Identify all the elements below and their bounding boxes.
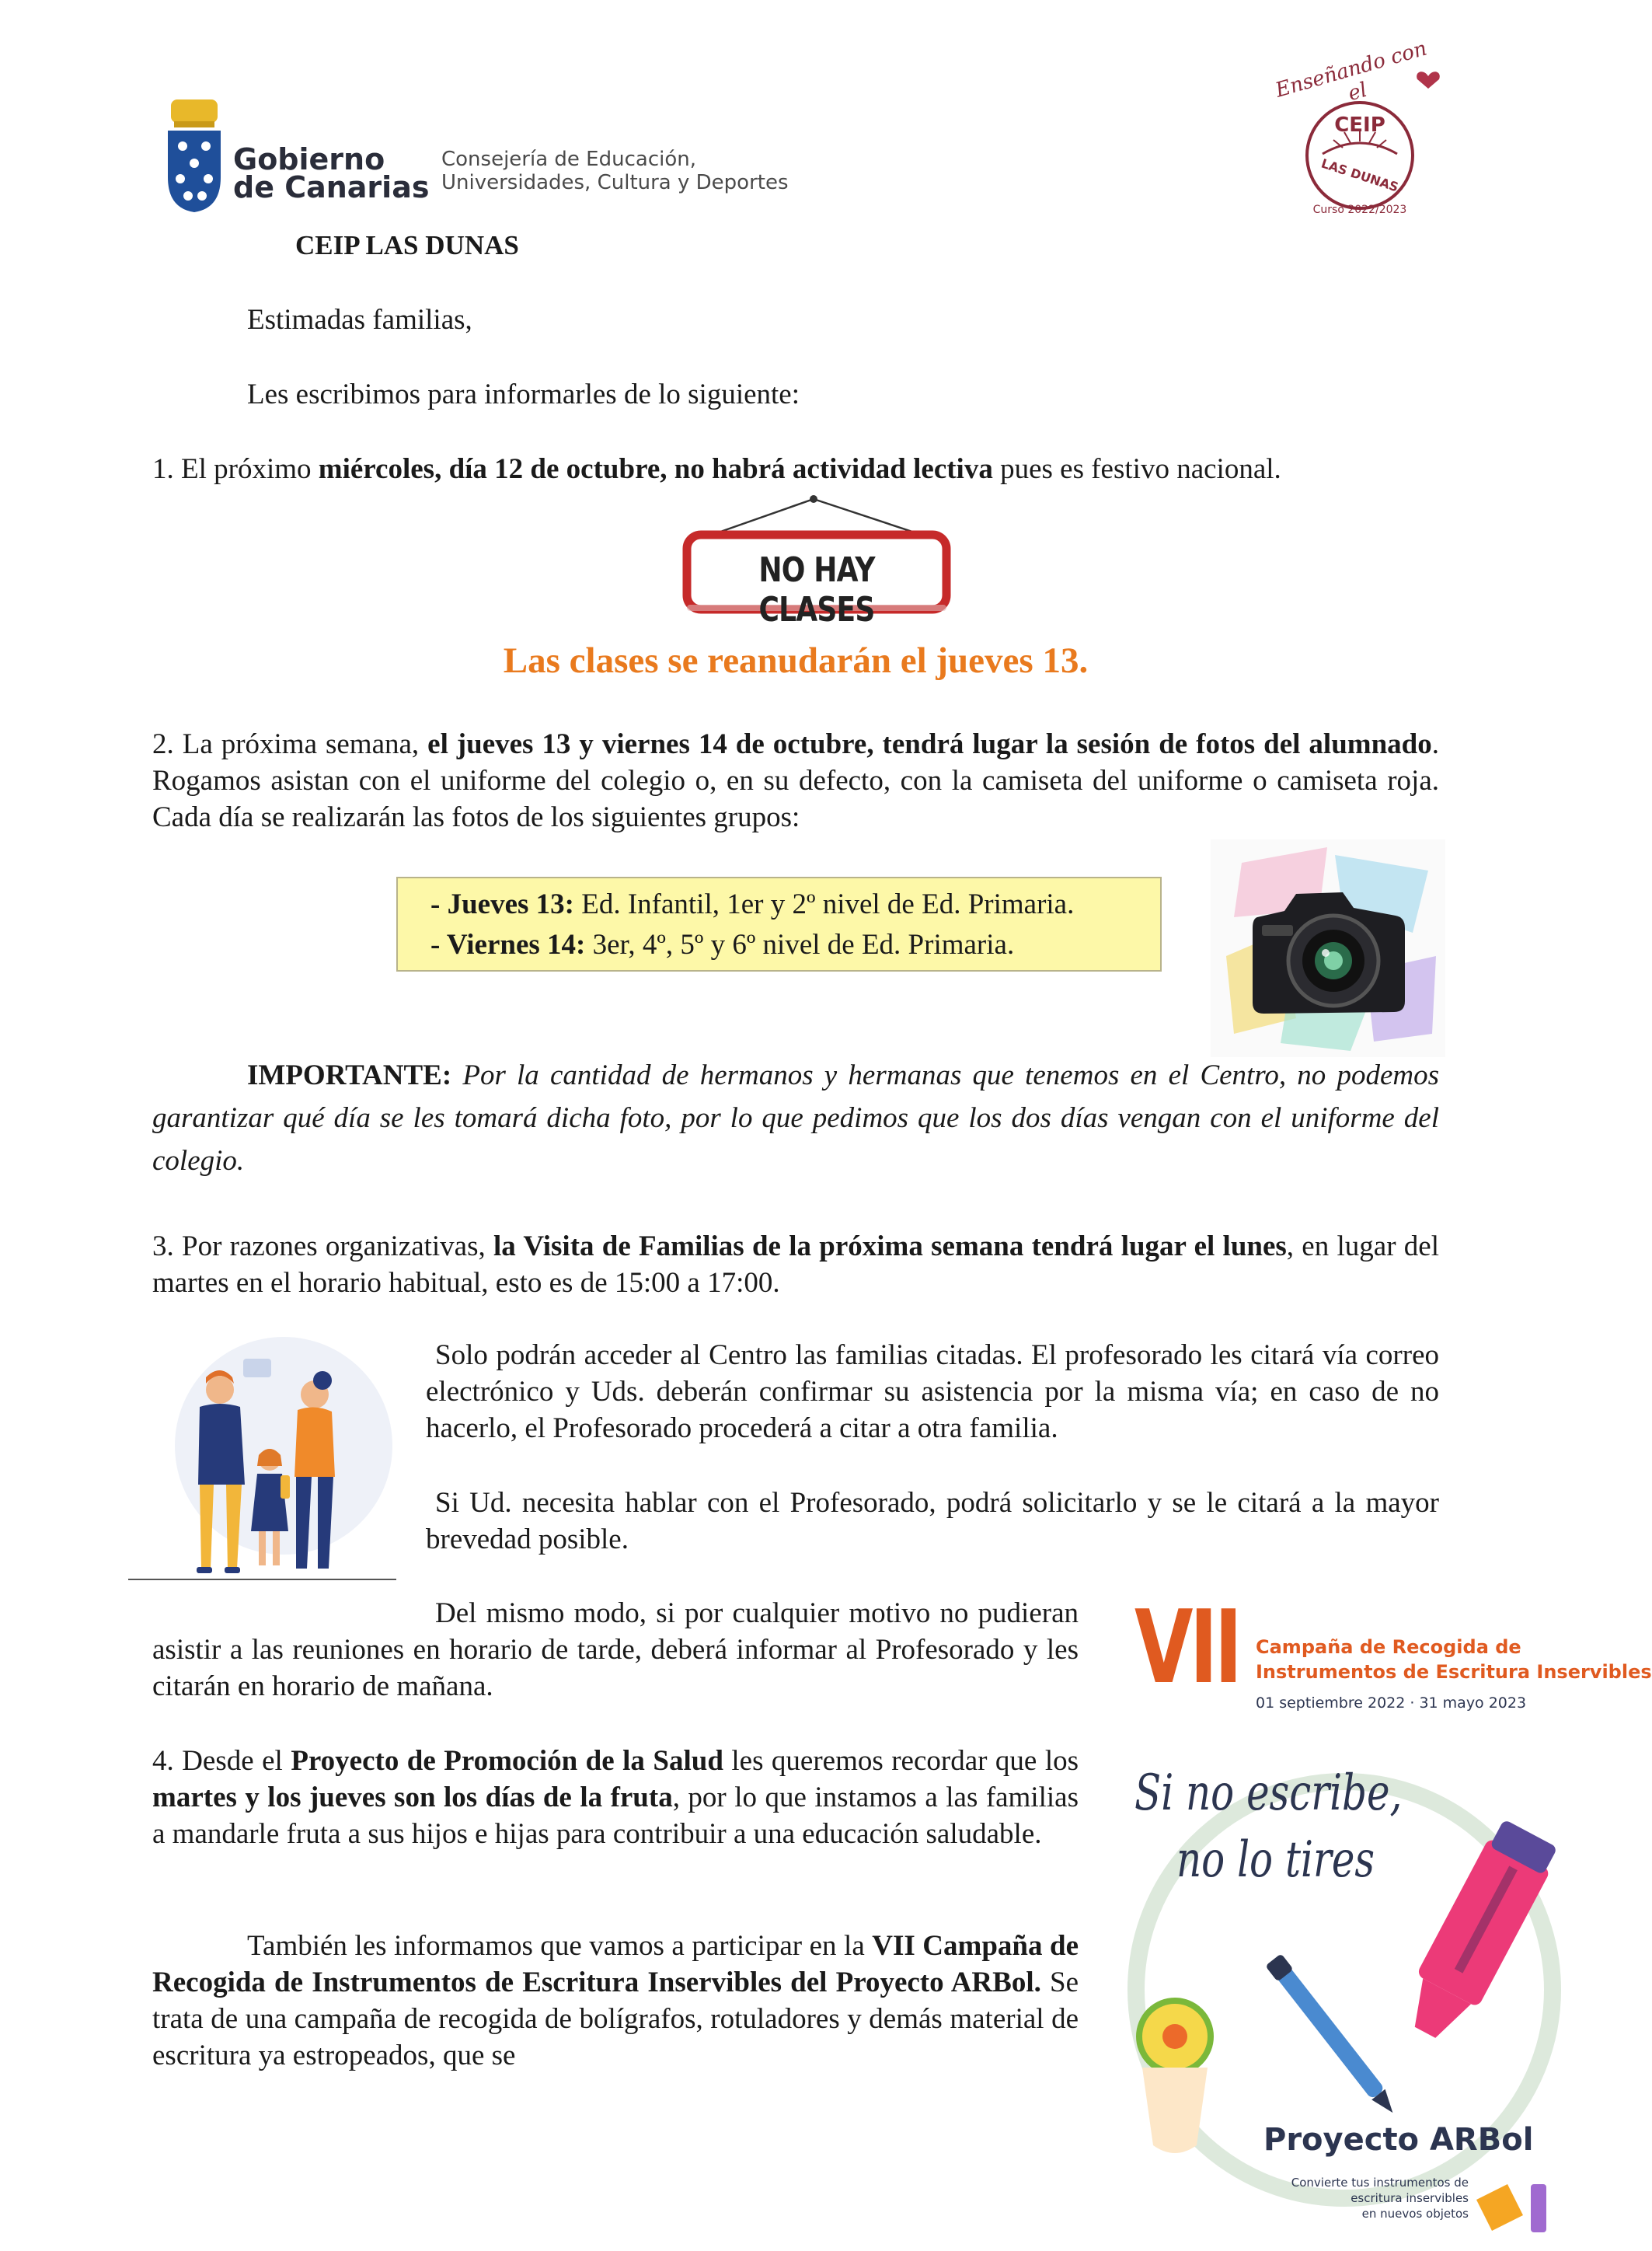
poster-title-line2: Instrumentos de Escritura Inservibles bbox=[1256, 1661, 1652, 1683]
item-3-bold: la Visita de Familias de la próxima semana tendrá lugar el lunes bbox=[493, 1230, 1287, 1262]
classes-resume-heading: Las clases se reanudarán el jueves 13. bbox=[503, 640, 1089, 681]
gov-name-line1: Gobierno bbox=[233, 142, 385, 176]
school-name: CEIP LAS DUNAS bbox=[295, 230, 519, 260]
campaign-pre: También les informamos que vamos a participar en la bbox=[247, 1930, 873, 1962]
item-1-pre: 1. El próximo bbox=[152, 453, 319, 485]
badge-las-dunas: LAS DUNAS bbox=[1319, 155, 1401, 195]
poster-roman-numeral: VII bbox=[1134, 1588, 1239, 1706]
poster-title-line1: Campaña de Recogida de bbox=[1256, 1636, 1521, 1658]
poster-sub-line: en nuevos objetos bbox=[1361, 2207, 1469, 2221]
item-4-bold1: Proyecto de Promoción de la Salud bbox=[291, 1745, 723, 1777]
ceip-las-dunas-badge bbox=[1251, 31, 1469, 225]
group-label: - Viernes 14: bbox=[430, 929, 586, 961]
camera-illustration bbox=[1211, 839, 1445, 1057]
item-4-bold2: martes y los jueves son los días de la fruta bbox=[152, 1782, 673, 1813]
item-4-pre: 4. Desde el bbox=[152, 1745, 291, 1777]
item-4-mid: les queremos recordar que los bbox=[723, 1745, 1079, 1777]
poster-sub-line: escritura inservibles bbox=[1351, 2191, 1469, 2205]
no-hay-clases-sign bbox=[676, 491, 957, 630]
visit-p1-text: Solo podrán acceder al Centro las familias citadas. El profesorado les citará vía correo electrónico y Uds. deberán confirmar su asistencia por la misma vía; en caso de no hacerlo, el Profesorado procederá a citar a otra familia. bbox=[426, 1339, 1439, 1444]
coat-of-arms-icon bbox=[163, 99, 225, 212]
greeting: Estimadas familias, bbox=[247, 304, 472, 336]
badge-course: Curso 2022/2023 bbox=[1312, 204, 1407, 216]
item-1-post: pues es festivo nacional. bbox=[992, 453, 1281, 485]
item-3 bbox=[152, 1228, 1439, 1301]
visit-p3-text: Del mismo modo, si por cualquier motivo no pudieran asistir a las reuniones en horario de tarde, deberá informar al Profesorado y les citarán en horario de mañana. bbox=[152, 1597, 1079, 1702]
group-row-thursday bbox=[430, 886, 1074, 923]
item-2-pre: 2. La próxima semana, bbox=[152, 728, 428, 760]
group-label: - Jueves 13: bbox=[430, 888, 574, 920]
campaign-bold: VII Campaña de Recogida de Instrumentos de Escritura Inservibles del Proyecto ARBol. bbox=[152, 1930, 1079, 1998]
consejeria-line1: Consejería de Educación, bbox=[441, 148, 696, 171]
important-note bbox=[152, 1054, 1439, 1182]
important-label: IMPORTANTE: bbox=[247, 1059, 452, 1091]
visit-p2-text: Si Ud. necesita hablar con el Profesorado, podrá solicitarlo y se le citará a la mayor brevedad posible. bbox=[426, 1487, 1439, 1555]
campaign-post: Se trata de una campaña de recogida de bolígrafos, rotuladores y demás material de escritura ya estropeados, que se bbox=[152, 1967, 1079, 2071]
item-4 bbox=[152, 1743, 1079, 1852]
poster-dates: 01 septiembre 2022 · 31 mayo 2023 bbox=[1256, 1694, 1527, 1712]
gov-name-line2: de Canarias bbox=[233, 170, 430, 204]
item-3-post: , en lugar del martes en el horario habitual, esto es de 15:00 a 17:00. bbox=[152, 1230, 1439, 1299]
group-row-friday bbox=[430, 927, 1014, 963]
item-2 bbox=[152, 726, 1439, 836]
item-4-post: , por lo que instamos a las familias a mandarle fruta a sus hijos e hijas para contribuir a una educación saludable. bbox=[152, 1782, 1079, 1850]
consejeria-line2: Universidades, Cultura y Deportes bbox=[441, 171, 789, 194]
poster-slogan-line1: Si no escribe, bbox=[1134, 1764, 1403, 1822]
item-1-bold: miércoles, día 12 de octubre, no habrá actividad lectiva bbox=[318, 453, 993, 485]
poster-project-name: Proyecto ARBol bbox=[1263, 2122, 1534, 2158]
badge-ceip: CEIP bbox=[1334, 113, 1385, 137]
visit-paragraph-3 bbox=[152, 1595, 1079, 1705]
important-text: Por la cantidad de hermanos y hermanas que tenemos en el Centro, no podemos garantizar qué día se les tomará dicha foto, por lo que pedimos que los dos días vengan con el uniforme del colegio. bbox=[152, 1059, 1439, 1177]
gobierno-canarias-logo bbox=[163, 99, 793, 216]
item-2-post: . Rogamos asistan con el uniforme del colegio o, en su defecto, con la camiseta del uniforme o camiseta roja. Cada día se realizarán las fotos de los siguientes grupos: bbox=[152, 728, 1439, 833]
item-3-pre: 3. Por razones organizativas, bbox=[152, 1230, 494, 1262]
intro: Les escribimos para informarles de lo siguiente: bbox=[247, 379, 800, 410]
visit-paragraph-2 bbox=[426, 1485, 1439, 1558]
poster-slogan-line2: no lo tires bbox=[1176, 1831, 1375, 1889]
group-text: Ed. Infantil, 1er y 2º nivel de Ed. Primaria. bbox=[573, 888, 1075, 920]
sign-text: NO HAY CLASES bbox=[758, 550, 875, 630]
item-1 bbox=[152, 451, 1442, 487]
photo-groups-box bbox=[396, 877, 1162, 972]
poster-sub-line: Convierte tus instrumentos de bbox=[1291, 2176, 1469, 2190]
poster-subtitle bbox=[1267, 2175, 1469, 2221]
item-2-bold: el jueves 13 y viernes 14 de octubre, tendrá lugar la sesión de fotos del alumnado bbox=[427, 728, 1432, 760]
visit-paragraph-1 bbox=[426, 1337, 1439, 1447]
group-text: 3er, 4º, 5º y 6º nivel de Ed. Primaria. bbox=[585, 929, 1015, 961]
campaign-paragraph bbox=[152, 1928, 1079, 2074]
family-illustration bbox=[128, 1329, 396, 1586]
badge-top-text: Enseñando con el bbox=[1273, 37, 1430, 106]
arbol-campaign-poster bbox=[1111, 1586, 1652, 2242]
